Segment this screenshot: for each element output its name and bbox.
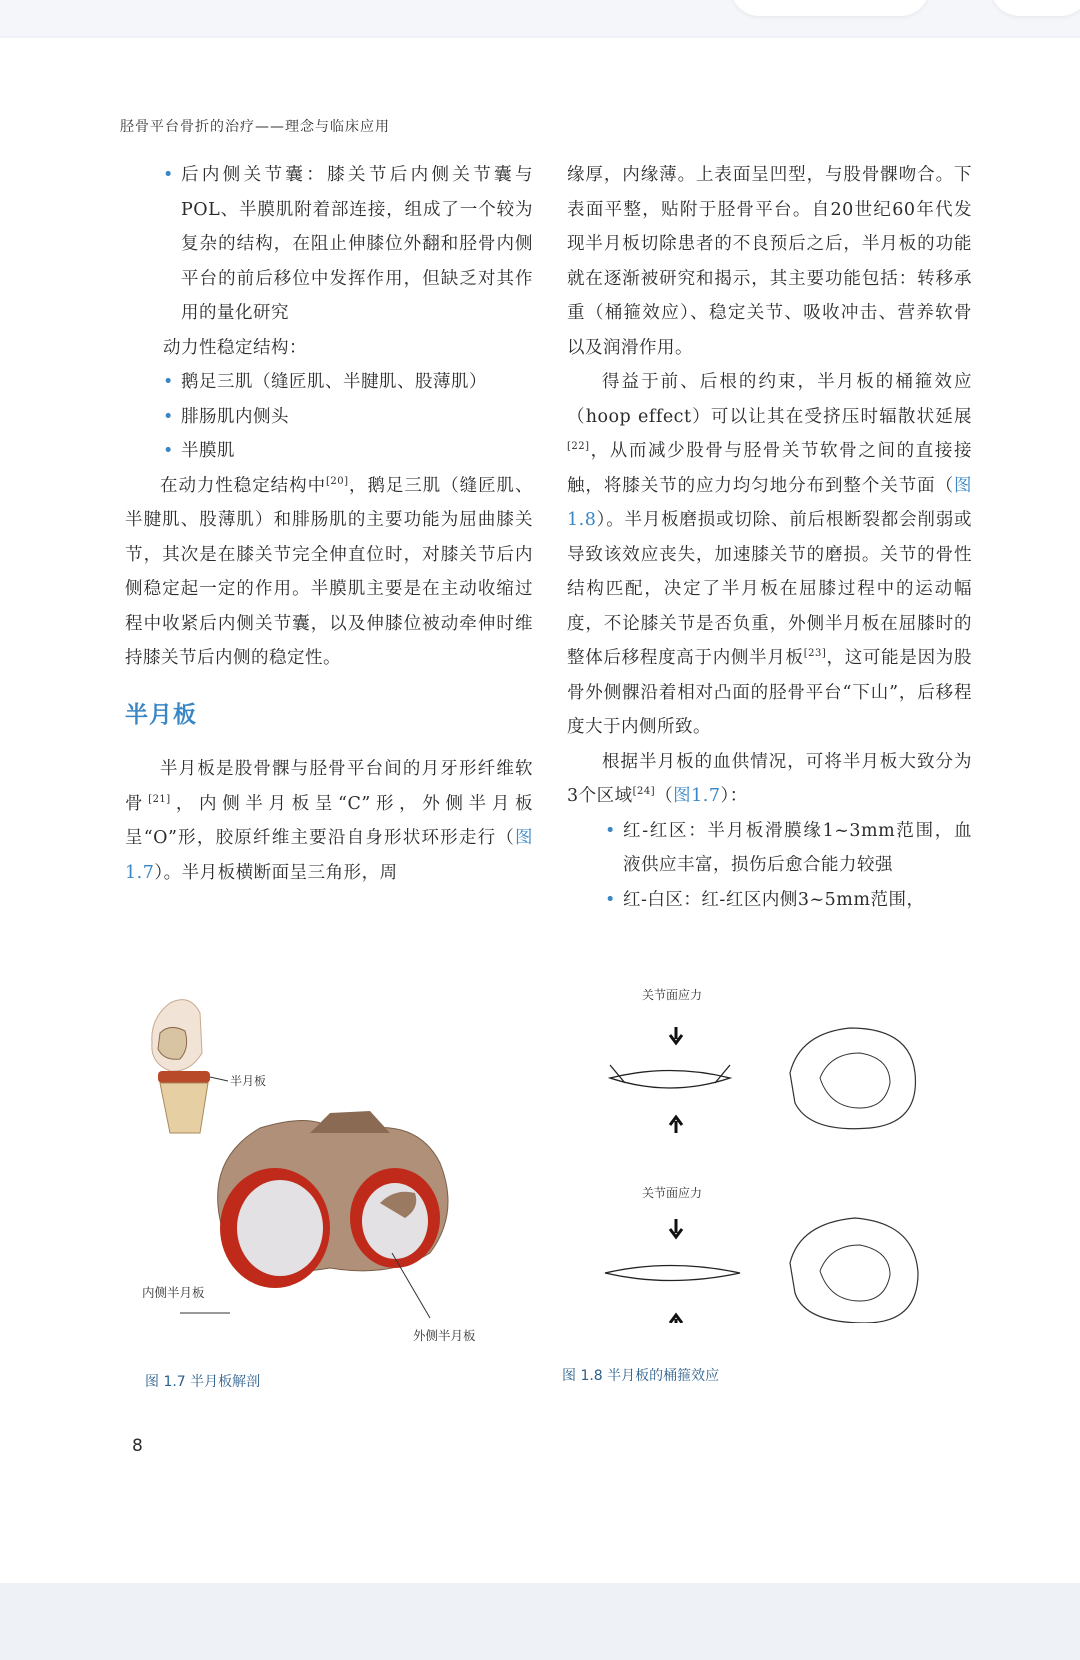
bullet-text: 半膜肌 <box>181 441 235 461</box>
citation[interactable]: [24] <box>632 786 656 798</box>
bullet-text: 后内侧关节囊：膝关节后内侧关节囊与POL、半膜肌附着部连接，组成了一个较为复杂的结构，在阻止伸膝位外翻和胫骨内侧平台的前后移位中发挥作用，但缺乏对其作用的量化研究 <box>181 165 533 323</box>
figure-link[interactable]: 图1.7 <box>125 828 533 883</box>
bullet-gastrocnemius <box>125 400 533 435</box>
text: ，这可能是因为股骨外侧髁沿着相对凸面的胫骨平台“下山”，后移程度大于内侧所致。 <box>567 648 972 737</box>
section-title-meniscus: 半月板 <box>125 701 197 728</box>
bullet-red-white-zone <box>567 883 972 918</box>
bullet-text: 腓肠肌内侧头 <box>181 406 289 427</box>
top-tab-shape-2 <box>990 0 1080 16</box>
text: （ <box>655 786 674 806</box>
figure-meniscus-anatomy <box>130 993 510 1333</box>
text: ）： <box>720 786 748 806</box>
bullet-pes-anserinus <box>125 365 533 400</box>
right-column <box>567 158 972 917</box>
page-number: 8 <box>132 1436 143 1456</box>
top-strip <box>0 0 1080 36</box>
bottom-strip <box>0 1585 1080 1660</box>
bullet-text: 鹅足三肌（缝匠肌、半腱肌、股薄肌） <box>181 372 487 392</box>
running-head: 胫骨平台骨折的治疗——理念与临床应用 <box>120 119 390 135</box>
bullet-dot: • <box>163 165 174 185</box>
figure-link[interactable]: 图1.7 <box>673 786 721 806</box>
bullet-dot: • <box>605 820 616 841</box>
text: 在动力性稳定结构中 <box>160 475 327 496</box>
label-medial-meniscus: 内侧半月板 <box>142 1285 205 1300</box>
tibial-plateau-specimen <box>180 1111 448 1318</box>
text: ）。半月板横断面呈三角形，周 <box>154 862 398 883</box>
paragraph-blood-supply <box>567 745 972 814</box>
text: ）。半月板磨损或切除、前后根断裂都会削弱或导致该效应丧失，加速膝关节的磨损。关节的骨性结构匹配，决定了半月板在屈膝过程中的运动幅度，不论膝关节是否负重，外侧半月板在屈膝时的整体后移程度高于内侧半月板 <box>567 510 972 668</box>
label-stress-top: 关节面应力 <box>642 988 703 1002</box>
text: 得益于前、后根的约束，半月板的桶箍效应（hoop effect）可以让其在受挤压时辐散状延展 <box>567 372 972 427</box>
hoop-diagram-top <box>610 987 915 1133</box>
label-stress-bottom: 关节面应力 <box>642 1186 703 1200</box>
paragraph-dynamic <box>125 469 533 676</box>
paragraph-meniscus-cont: 缘厚，内缘薄。上表面呈凹型，与股骨髁吻合。下表面平整，贴附于胫骨平台。自20世纪60年代发现半月板切除患者的不良预后之后，半月板的功能就在逐渐被研究和揭示，其主要功能包括：转移承重（桶箍效应）、稳定关节、吸收冲击、营养软骨以及润滑作用。 <box>567 165 972 358</box>
citation[interactable]: [20] <box>326 475 349 487</box>
bullet-semimembranosus <box>125 434 533 469</box>
paragraph-hoop-effect <box>567 365 972 745</box>
figure-link[interactable]: 图1.8 <box>567 475 972 530</box>
book-page <box>0 38 1080 1583</box>
label-meniscus: 半月板 <box>230 1074 267 1088</box>
figure-1-8-caption: 图 1.8 半月板的桶箍效应 <box>562 1368 720 1384</box>
bullet-text: 红-白区：红-红区内侧3~5mm范围， <box>623 889 925 910</box>
bullet-dot: • <box>163 441 174 461</box>
figure-hoop-effect <box>590 983 950 1323</box>
bullet-posteromedial-capsule <box>125 158 533 331</box>
bullet-dot: • <box>605 889 616 910</box>
bullet-dot: • <box>163 406 174 427</box>
paragraph-meniscus <box>125 752 533 890</box>
text: 根据半月板的血供情况，可将半月板大致分为3个区域 <box>567 751 972 806</box>
text: ，内侧半月板呈“C”形，外侧半月板呈“O”形，胶原纤维主要沿自身形状环形走行（ <box>125 793 533 848</box>
bullet-text: 红-红区：半月板滑膜缘1~3mm范围，血液供应丰富，损伤后愈合能力较强 <box>623 820 972 875</box>
text: ，鹅足三肌（缝匠肌、半腱肌、股薄肌）和腓肠肌的主要功能为屈曲膝关节，其次是在膝关节完全伸直位时，对膝关节后内侧稳定起一定的作用。半膜肌主要是在主动收缩过程中收紧后内侧关节囊，以及伸膝位被动牵伸时维持膝关节后内侧的稳定性。 <box>125 475 534 668</box>
text: ，从而减少股骨与胫骨关节软骨之间的直接接触，将膝关节的应力均匀地分布到整个关节面（ <box>567 441 972 496</box>
citation[interactable]: [22] <box>567 441 590 453</box>
citation[interactable]: [21] <box>148 793 171 805</box>
bullet-red-red-zone <box>567 814 972 883</box>
hoop-diagram-bottom <box>605 1185 918 1323</box>
top-tab-shape <box>730 0 930 16</box>
knee-inset-illustration <box>152 1000 266 1133</box>
dynamic-heading: 动力性稳定结构： <box>163 337 307 358</box>
left-column <box>125 158 533 890</box>
bullet-dot: • <box>163 372 174 392</box>
citation[interactable]: [23] <box>803 648 827 660</box>
text: 半月板是股骨髁与胫骨平台间的月牙形纤维软骨 <box>125 759 533 814</box>
label-lateral-meniscus: 外侧半月板 <box>413 1328 476 1343</box>
figure-1-7-caption: 图 1.7 半月板解剖 <box>145 1374 261 1390</box>
